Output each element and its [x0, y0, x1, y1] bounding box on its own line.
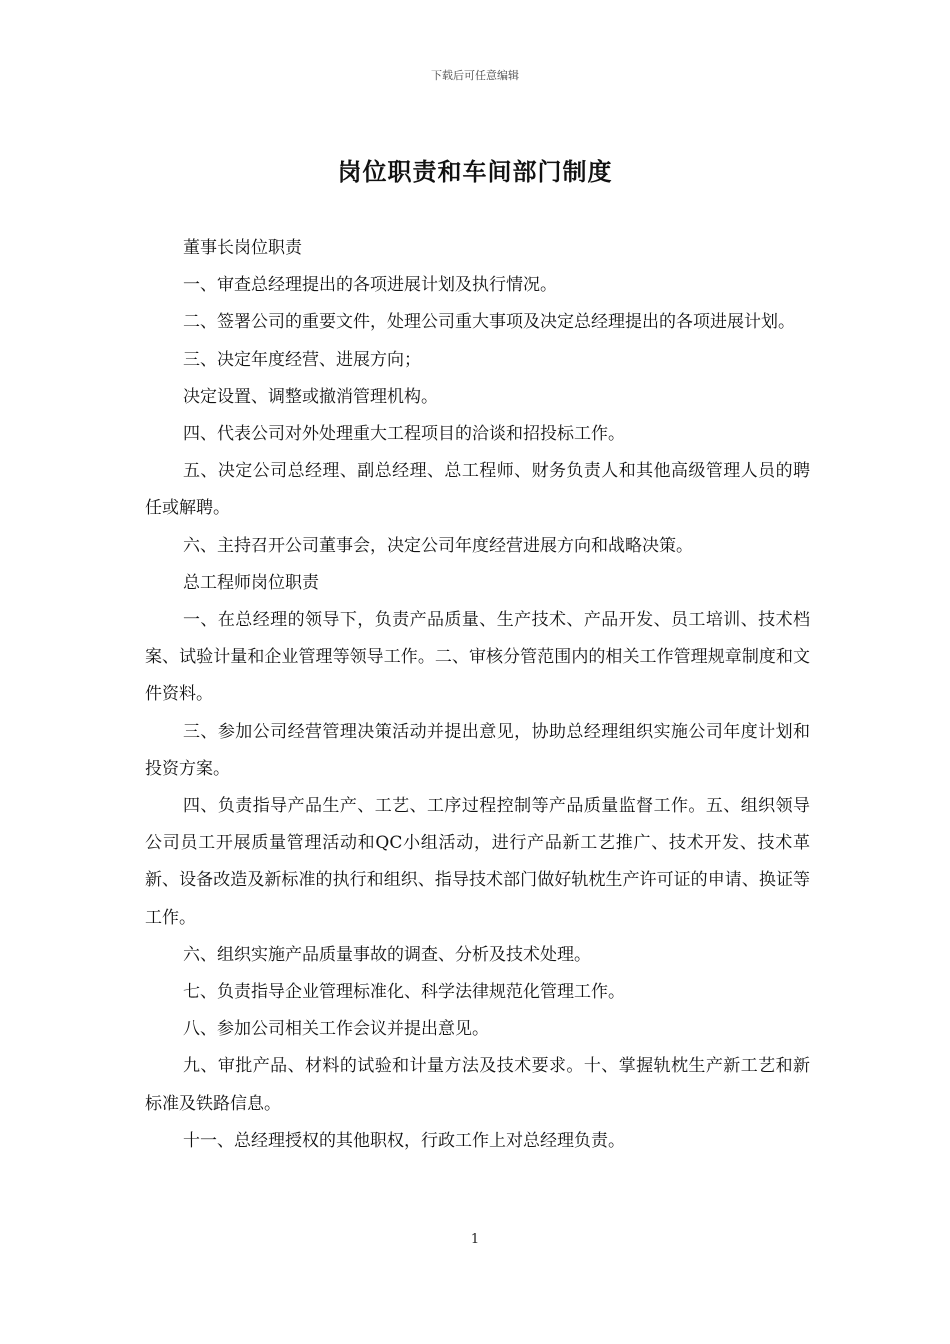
paragraph: 四、代表公司对外处理重大工程项目的洽谈和招投标工作。 — [183, 424, 625, 445]
document-body — [145, 230, 810, 1160]
page-header: 下载后可任意编辑 — [431, 69, 519, 82]
page-number: 1 — [470, 1232, 480, 1247]
paragraph: 二、签署公司的重要文件，处理公司重大事项及决定总经理提出的各项进展计划。 — [183, 312, 795, 333]
paragraph: 六、组织实施产品质量事故的调查、分析及技术处理。 — [183, 944, 591, 965]
paragraph: 三、参加公司经营管理决策活动并提出意见，协助总经理组织实施公司年度计划和投资方案。 — [145, 721, 810, 779]
paragraph: 五、决定公司总经理、副总经理、总工程师、财务负责人和其他高级管理人员的聘任或解聘。 — [145, 461, 810, 519]
paragraph: 四、负责指导产品生产、工艺、工序过程控制等产品质量监督工作。五、组织领导公司员工开展质量管理活动和QC小组活动，进行产品新工艺推广、技术开发、技术革新、设备改造及新标准的执行和组织、指导技术部门做好轨枕生产许可证的申请、换证等工作。 — [145, 796, 810, 928]
paragraph: 决定设置、调整或撤消管理机构。 — [183, 386, 438, 407]
paragraph: 总工程师岗位职责 — [183, 572, 319, 593]
paragraph: 董事长岗位职责 — [183, 238, 302, 258]
paragraph: 十一、总经理授权的其他职权，行政工作上对总经理负责。 — [183, 1130, 625, 1151]
paragraph: 三、决定年度经营、进展方向； — [183, 349, 421, 370]
paragraph: 八、参加公司相关工作会议并提出意见。 — [183, 1019, 489, 1040]
paragraph: 六、主持召开公司董事会，决定公司年度经营进展方向和战略决策。 — [183, 535, 693, 556]
paragraph: 九、审批产品、材料的试验和计量方法及技术要求。十、掌握轨枕生产新工艺和新标准及铁路信息。 — [145, 1056, 810, 1114]
paragraph: 一、审查总经理提出的各项进展计划及执行情况。 — [183, 275, 557, 296]
document-title: 岗位职责和车间部门制度 — [337, 157, 613, 186]
paragraph: 一、在总经理的领导下，负责产品质量、生产技术、产品开发、员工培训、技术档案、试验计量和企业管理等领导工作。二、审核分管范围内的相关工作管理规章制度和文件资料。 — [145, 610, 810, 705]
paragraph: 七、负责指导企业管理标准化、科学法律规范化管理工作。 — [183, 982, 625, 1003]
